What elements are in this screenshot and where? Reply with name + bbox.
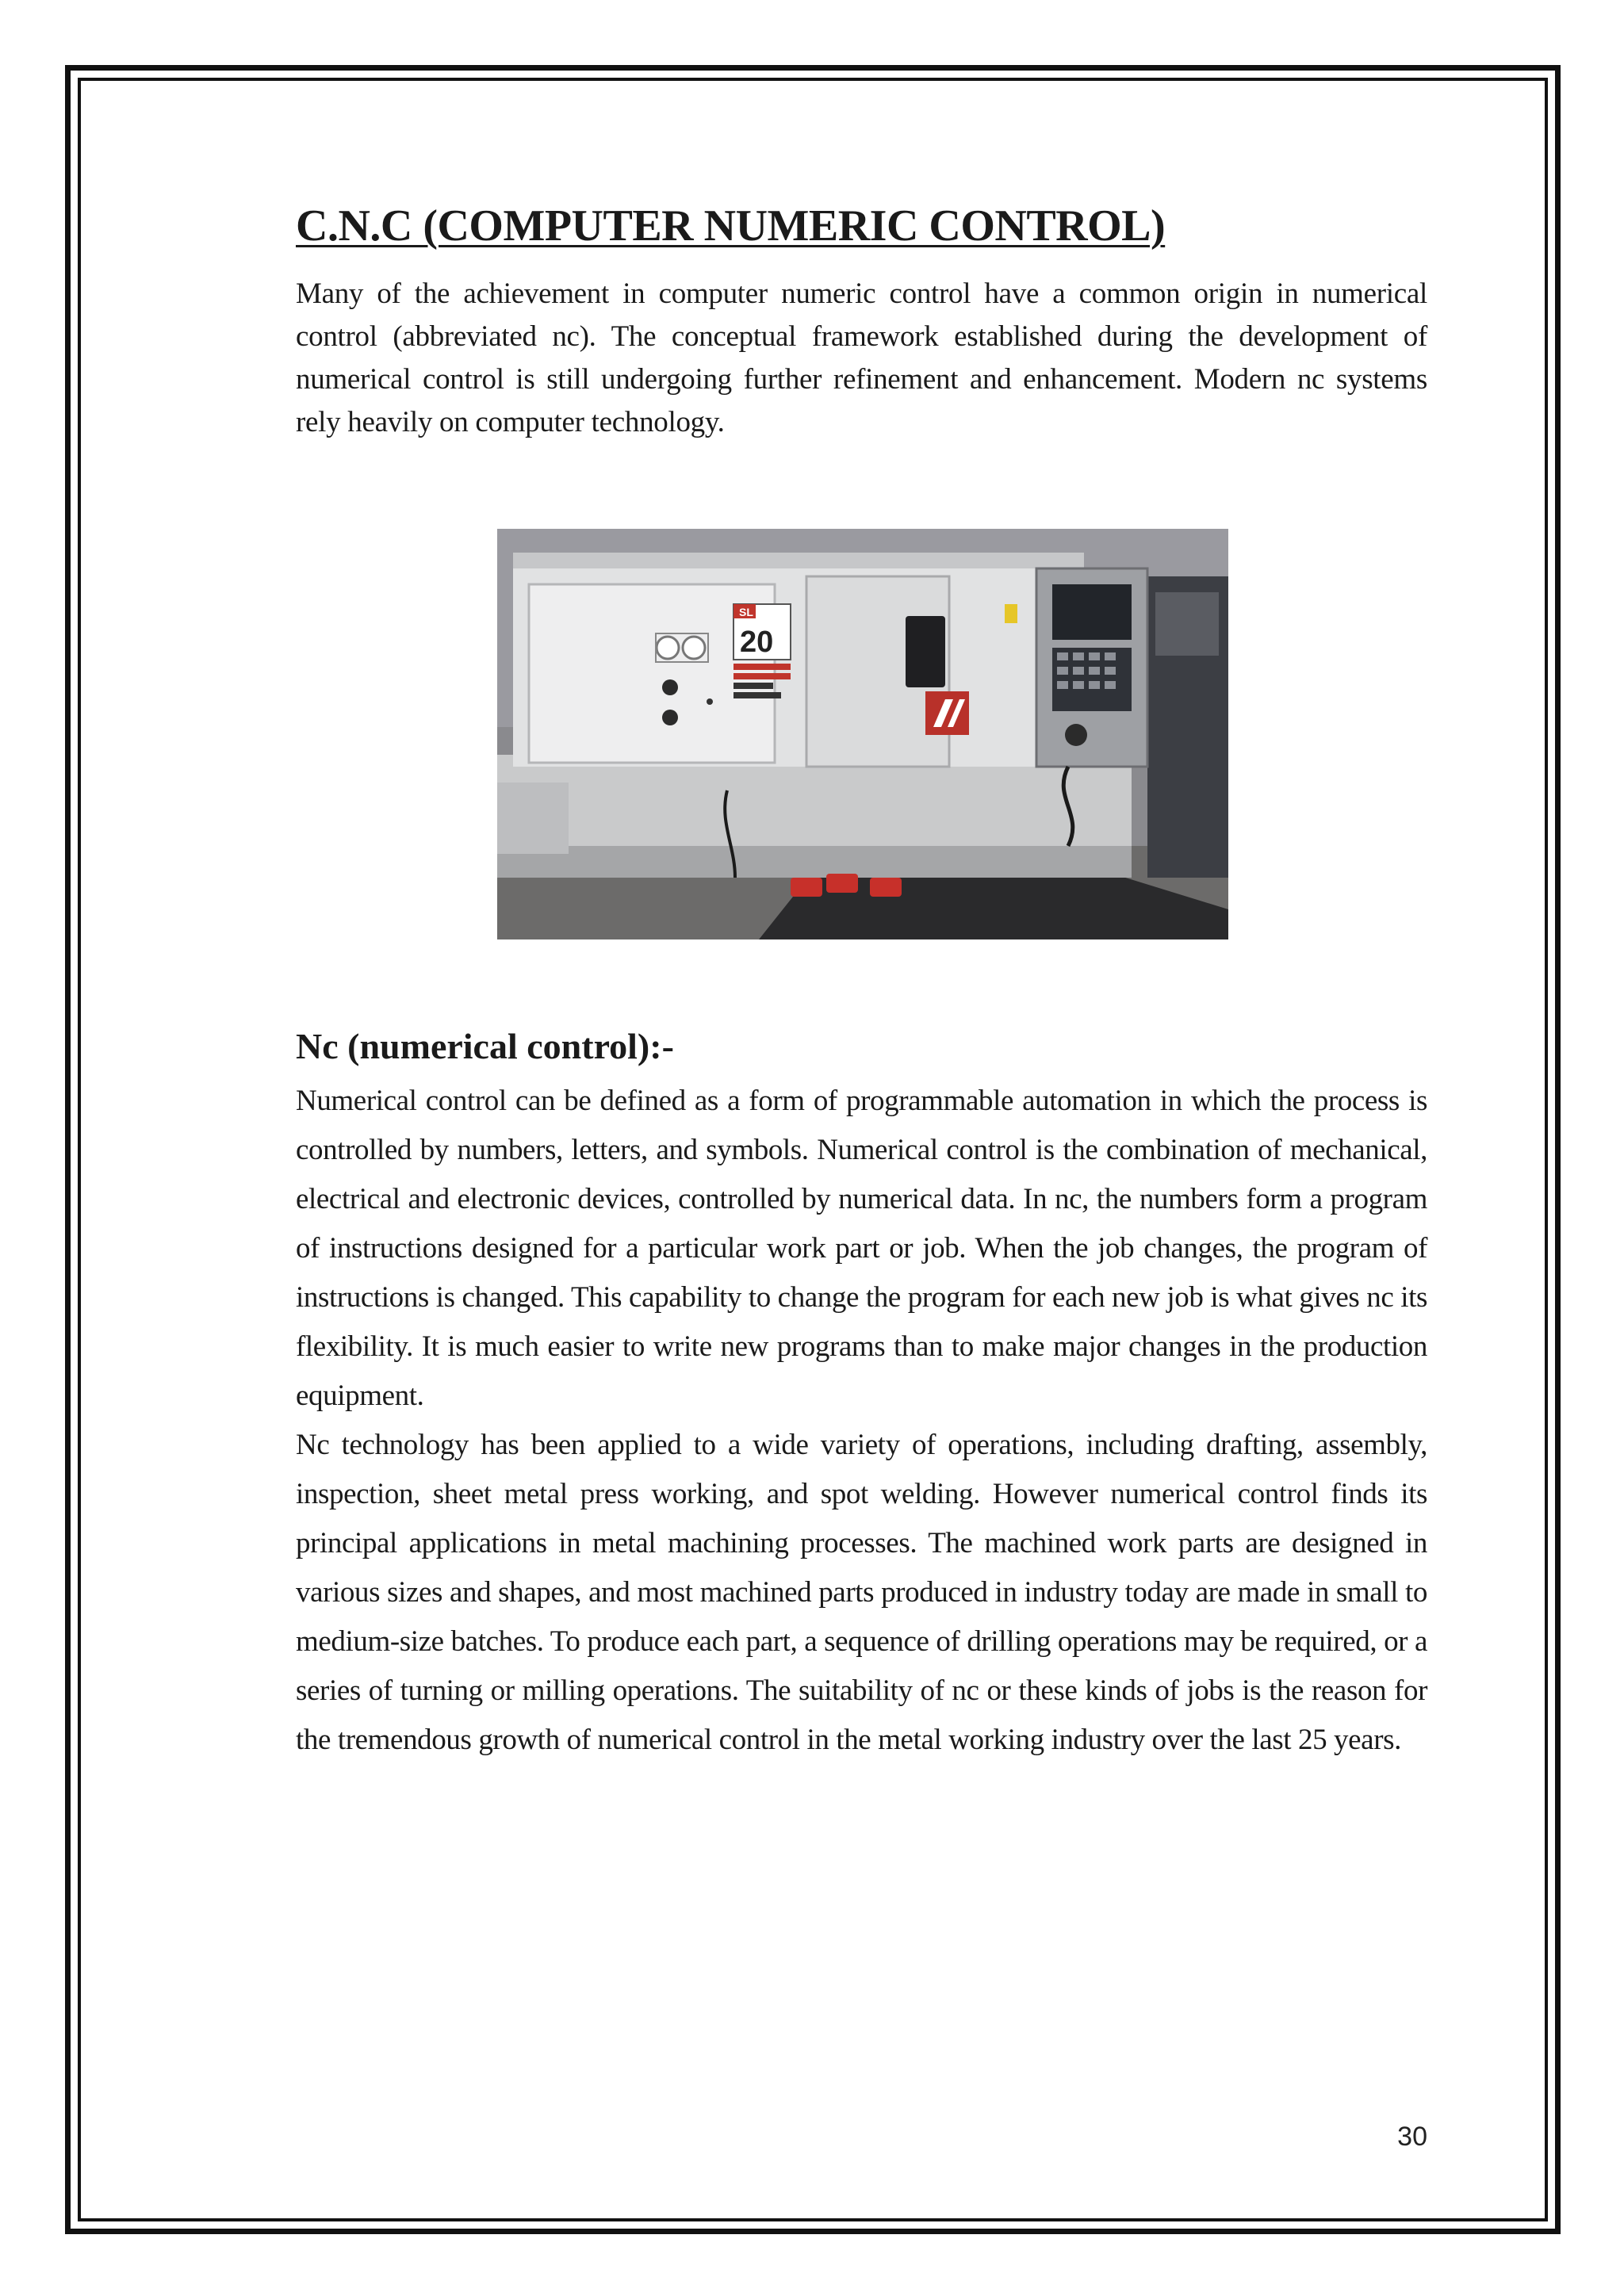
- section-body: [296, 1077, 1427, 1765]
- intro-paragraph: Many of the achievement in computer numeric control have a common origin in numerical control (abbreviated nc). The conceptual framework established during the development of numerical control is still undergoing further refinement and enhancement. Modern nc systems rely heavily on computer technology.: [296, 277, 1427, 438]
- cnc-machine-photo: [497, 529, 1228, 939]
- body-paragraph-1: Numerical control can be defined as a form of programmable automation in which the process is controlled by numbers, letters, and symbols. Numerical control is the combination of mechanical, electrical and electronic devices, controlled by numerical data. In nc, the numbers form a program of instructions designed for a particular work part or job. When the job changes, the program of instructions is changed. This capability to change the program for each new job is what gives nc its flexibility. It is much easier to write new programs than to make major changes in the production equipment.: [296, 1085, 1427, 1412]
- page-content: [296, 190, 1427, 444]
- cnc-machine-illustration: [497, 529, 1228, 939]
- panel-model-label: SL: [739, 606, 753, 618]
- body-paragraph-2: Nc technology has been applied to a wide variety of operations, including drafting, assembly, inspection, sheet metal press working, and spot welding. However numerical control finds its principal applications in metal machining processes. The machined work parts are designed in various sizes and shapes, and most machined parts produced in industry today are made in small to medium-size batches. To produce each part, a sequence of drilling operations may be required, or a series of turning or milling operations. The suitability of nc or these kinds of jobs is the reason for the tremendous growth of numerical control in the metal working industry over the last 25 years.: [296, 1429, 1427, 1756]
- panel-number-label: 20: [740, 626, 774, 659]
- page-title: C.N.C (COMPUTER NUMERIC CONTROL): [296, 201, 1166, 251]
- page-number: 30: [1397, 2122, 1427, 2152]
- section-heading: Nc (numerical control):-: [296, 1026, 674, 1066]
